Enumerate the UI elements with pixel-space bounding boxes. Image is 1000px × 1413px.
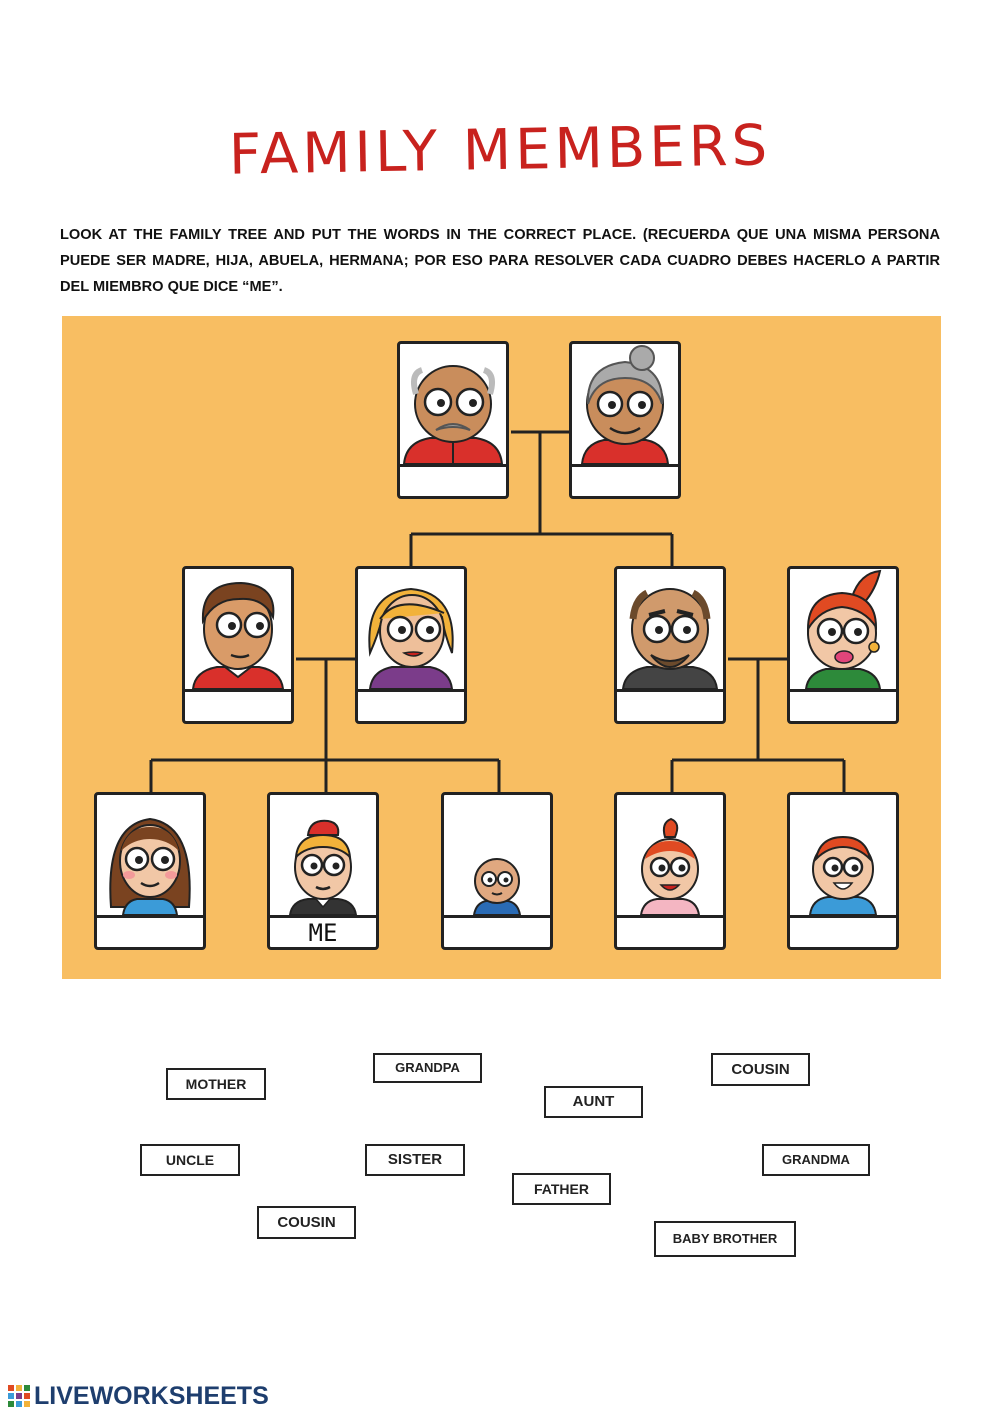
card-grandma	[569, 341, 681, 499]
instructions-text: LOOK AT THE FAMILY TREE AND PUT THE WORDS IN THE CORRECT PLACE. (RECUERDA QUE UNA MISMA PERSONA PUEDE SER MADRE, HIJA, ABUELA, HERMANA; POR ESO PARA RESOLVER CADA CUADRO DEBES HACERLO A PARTIR DEL MIEMBRO QUE DICE “ME”.	[60, 227, 940, 295]
father-portrait	[185, 569, 291, 689]
baby-brother-portrait	[444, 795, 550, 915]
page-title: FAMILY MEMBERS	[228, 113, 772, 188]
answer-slot-uncle[interactable]	[617, 689, 723, 721]
answer-slot-baby-brother[interactable]	[444, 915, 550, 947]
answer-slot-grandpa[interactable]	[400, 464, 506, 496]
grandpa-portrait	[400, 344, 506, 464]
card-grandpa	[397, 341, 509, 499]
card-me	[267, 792, 379, 950]
answer-slot-mother[interactable]	[358, 689, 464, 721]
aunt-portrait	[790, 569, 896, 689]
card-father	[182, 566, 294, 724]
word-baby-brother[interactable]: BABY BROTHER	[654, 1221, 796, 1257]
word-cousin-1[interactable]: COUSIN	[711, 1053, 810, 1086]
word-grandpa[interactable]: GRANDPA	[373, 1053, 482, 1083]
mother-portrait	[358, 569, 464, 689]
word-mother[interactable]: MOTHER	[166, 1068, 266, 1100]
answer-slot-father[interactable]	[185, 689, 291, 721]
cousin-boy-portrait	[790, 795, 896, 915]
card-cousin-boy	[787, 792, 899, 950]
me-portrait	[270, 795, 376, 915]
family-tree	[62, 316, 941, 979]
word-father[interactable]: FATHER	[512, 1173, 611, 1205]
brand-name: LIVEWORKSHEETS	[34, 1381, 269, 1410]
answer-slot-grandma[interactable]	[572, 464, 678, 496]
card-mother	[355, 566, 467, 724]
word-grandma[interactable]: GRANDMA	[762, 1144, 870, 1176]
card-baby-brother	[441, 792, 553, 950]
answer-slot-cousin-girl[interactable]	[617, 915, 723, 947]
cousin-girl-portrait	[617, 795, 723, 915]
answer-slot-aunt[interactable]	[790, 689, 896, 721]
brand-footer	[8, 1381, 269, 1411]
answer-slot-sister[interactable]	[97, 915, 203, 947]
card-sister	[94, 792, 206, 950]
brand-logo-icon	[8, 1385, 30, 1407]
answer-slot-cousin-boy[interactable]	[790, 915, 896, 947]
sister-portrait	[97, 795, 203, 915]
card-uncle	[614, 566, 726, 724]
card-cousin-girl	[614, 792, 726, 950]
word-aunt[interactable]: AUNT	[544, 1086, 643, 1118]
grandma-portrait	[572, 344, 678, 464]
word-cousin-2[interactable]: COUSIN	[257, 1206, 356, 1239]
word-uncle[interactable]: UNCLE	[140, 1144, 240, 1176]
word-sister[interactable]: SISTER	[365, 1144, 465, 1176]
answer-slot-me: ME	[270, 915, 376, 947]
card-aunt	[787, 566, 899, 724]
uncle-portrait	[617, 569, 723, 689]
